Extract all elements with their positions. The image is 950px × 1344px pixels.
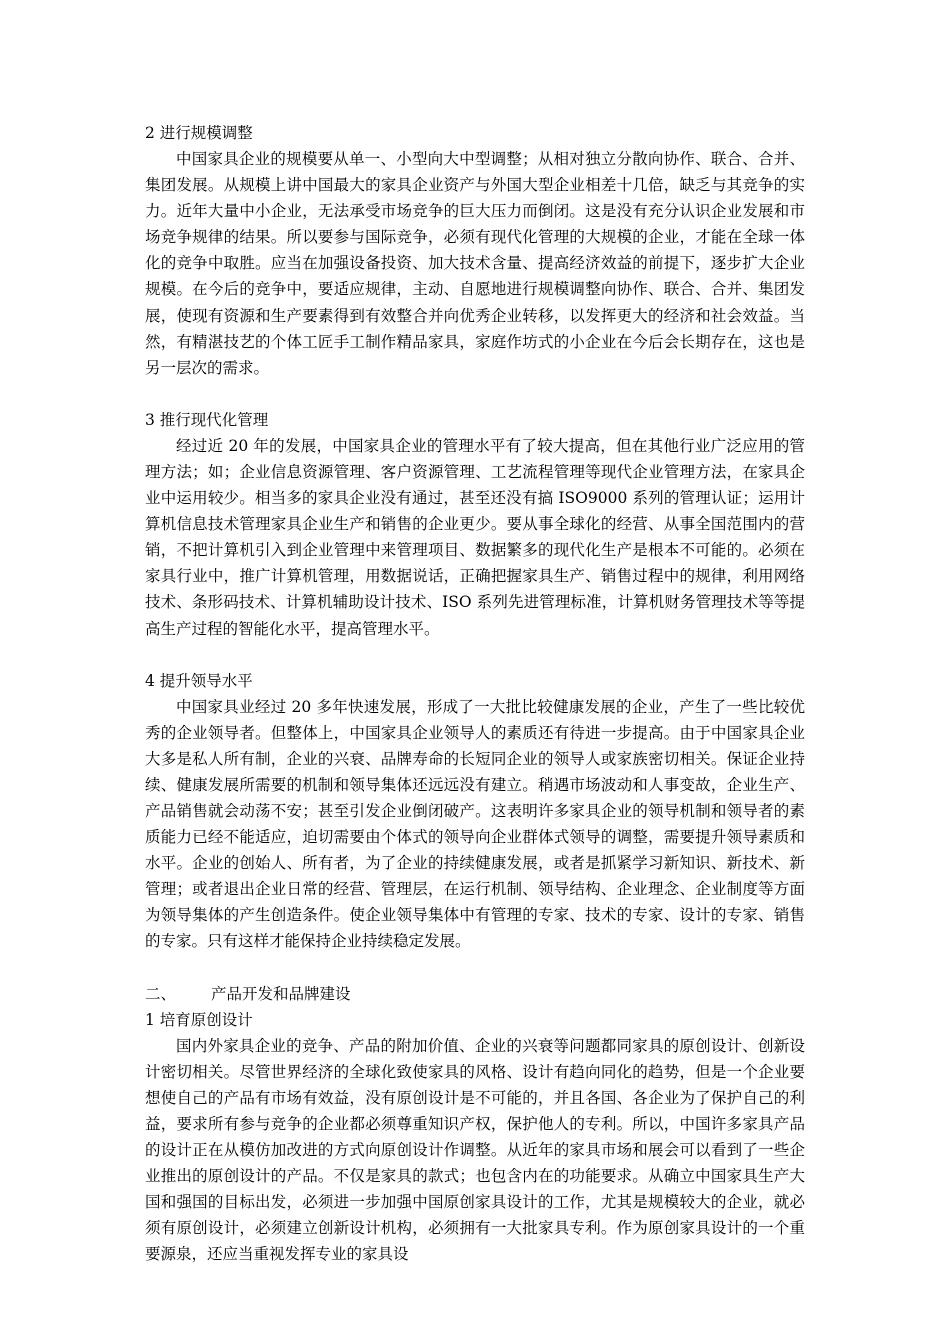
chapter-title: 产品开发和品牌建设 xyxy=(211,984,351,1003)
spacer xyxy=(145,381,805,407)
chapter-number: 二、 xyxy=(145,984,177,1003)
subsection-heading-design: 1 培育原创设计 xyxy=(145,1010,253,1029)
paragraph-scale: 中国家具企业的规模要从单一、小型向大中型调整；从相对独立分散向协作、联合、合并、集团发展。从规模上讲中国最大的家具企业资产与外国大型企业相差十几倍，缺乏与其竞争的实力。近年大量中小企业，无法承受市场竞争的巨大压力而倒闭。这是没有充分认识企业发展和市场竞争规律的结果。所以要参与国际竞争，必须有现代化管理的大规模的企业，才能在全球一体化的竞争中取胜。应当在加强设备投资、加大技术含量、提高经济效益的前提下，逐步扩大企业规模。在今后的竞争中，要适应规律，主动、自愿地进行规模调整向协作、联合、合并、集团发展，使现有资源和生产要素得到有效整合并向优秀企业转移，以发挥更大的经济和社会效益。当然，有精湛技艺的个体工匠手工制作精品家具，家庭作坊式的小企业在今后会长期存在，这也是另一层次的需求。 xyxy=(145,150,805,377)
paragraph-leadership: 中国家具业经过 20 多年快速发展，形成了一大批比较健康发展的企业，产生了一些比较优秀的企业领导者。但整体上，中国家具企业领导人的素质还有待进一步提高。由于中国家具企业大多是私人所有制，企业的兴衰、品牌寿命的长短同企业的领导人或家族密切相关。保证企业持续、健康发展所需要的机制和领导集体还远远没有建立。稍遇市场波动和人事变故，企业生产、产品销售就会动荡不安；甚至引发企业倒闭破产。这表明许多家具企业的领导机制和领导者的素质能力已经不能适应，迫切需要由个体式的领导向企业群体式领导的调整，需要提升领导素质和水平。企业的创始人、所有者，为了企业的持续健康发展，或者是抓紧学习新知识、新技术、新管理；或者退出企业日常的经营、管理层，在运行机制、领导结构、企业理念、企业制度等方面为领导集体的产生创造条件。使企业领导集体中有管理的专家、技术的专家、设计的专家、销售的专家。只有这样才能保持企业持续稳定发展。 xyxy=(145,697,805,951)
chapter-heading xyxy=(145,981,805,1007)
paragraph-design: 国内外家具企业的竞争、产品的附加价值、企业的兴衰等问题都同家具的原创设计、创新设计密切相关。尽管世界经济的全球化致使家具的风格、设计有趋向同化的趋势，但是一个企业要想使自己的产品有市场有效益，没有原创设计是不可能的，并且各国、各企业为了保护自己的利益，要求所有参与竞争的企业都必须尊重知识产权，保护他人的专利。所以，中国许多家具产品的设计正在从模仿加改进的方式向原创设计作调整。从近年的家具市场和展会可以看到了一些企业推出的原创设计的产品。不仅是家具的款式；也包含内在的功能要求。从确立中国家具生产大国和强国的目标出发，必须进一步加强中国原创家具设计的工作，尤其是规模较大的企业，就必须有原创设计，必须建立创新设计机构，必须拥有一大批家具专利。作为原创家具设计的一个重要源泉，还应当重视发挥专业的家具设 xyxy=(145,1036,805,1264)
section-heading-leadership: 4 提升领导水平 xyxy=(145,671,253,690)
spacer xyxy=(145,642,805,668)
document-page xyxy=(145,120,805,1267)
section-heading-management: 3 推行现代化管理 xyxy=(145,410,269,429)
paragraph-management: 经过近 20 年的发展，中国家具企业的管理水平有了较大提高，但在其他行业广泛应用的管理方法；如；企业信息资源管理、客户资源管理、工艺流程管理等现代企业管理方法，在家具企业中运用较少。相当多的家具企业没有通过，甚至还没有搞 ISO9000 系列的管理认证；运用计算机信息技术管理家具企业生产和销售的企业更少。要从事全球化的经营、从事全国范围内的营销，不把计算机引入到企业管理中来管理项目、数据繁多的现代化生产是根本不可能的。必须在家具行业中，推广计算机管理，用数据说话，正确把握家具生产、销售过程中的规律，利用网络技术、条形码技术、计算机辅助设计技术、ISO 系列先进管理标准，计算机财务管理技术等等提高生产过程的智能化水平，提高管理水平。 xyxy=(145,436,805,638)
section-heading-scale: 2 进行规模调整 xyxy=(145,124,253,142)
spacer xyxy=(145,955,805,981)
